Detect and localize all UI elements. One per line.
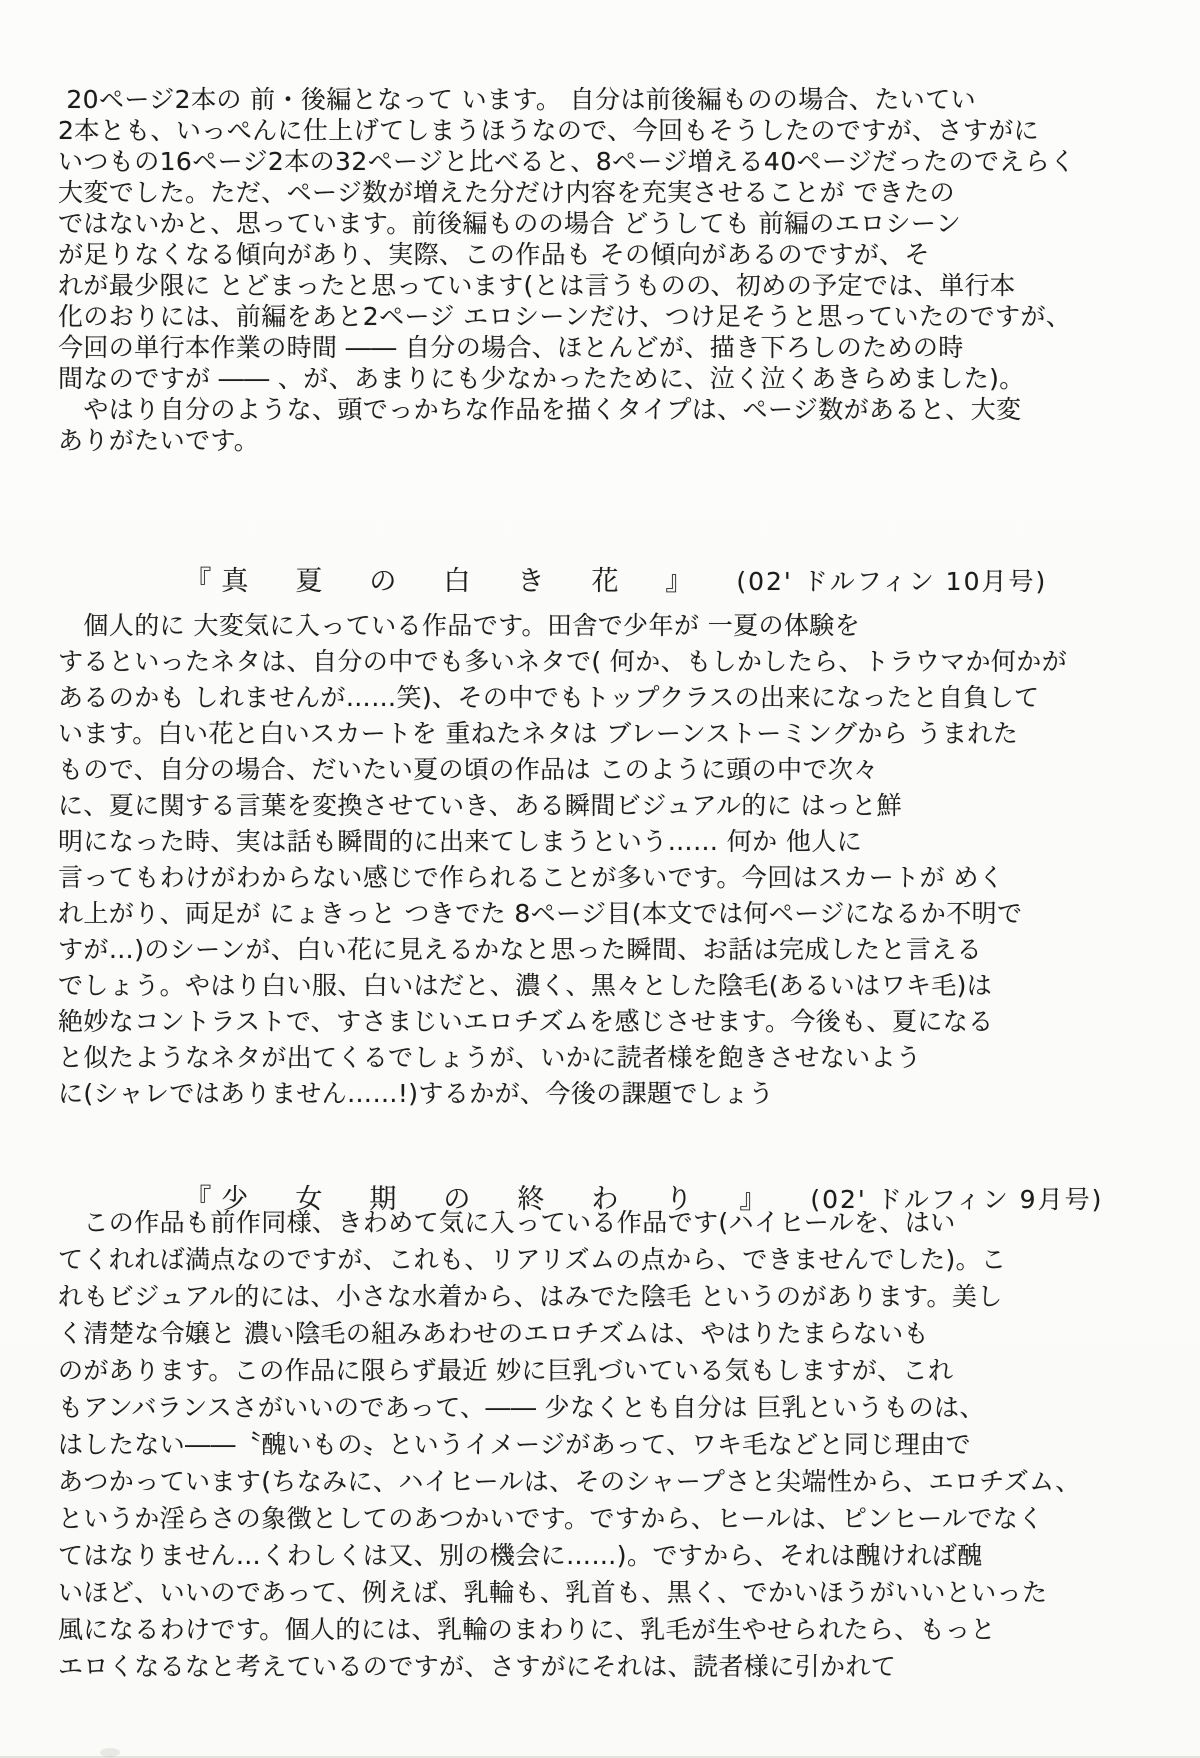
text-line: てはなりません…くわしくは又、別の機会に……)。ですから、それは醜ければ醜 [58, 1541, 983, 1570]
text-line: れ上がり、両足が にょきっと つきでた 8ページ目(本文では何ページになるか不明で [58, 899, 1023, 928]
text-line: 大変でした。ただ、ページ数が増えた分だけ内容を充実させることが できたの [58, 178, 955, 207]
text-line: いつもの16ページ2本の32ページと比べると、8ページ増える40ページだったのでえらく [58, 147, 1076, 176]
text-line: もアンバランスさがいいのであって、―― 少なくとも自分は 巨乳というものは、 [58, 1393, 985, 1422]
text-line: ありがたいです。 [58, 426, 260, 455]
text-line: あつかっています(ちなみに、ハイヒールは、そのシャープさと尖端性から、エロチズム、 [58, 1467, 1081, 1496]
text-line: く清楚な令嬢と 濃い陰毛の組みあわせのエロチズムは、やはりたまらないも [58, 1319, 929, 1348]
text-line: 今回の単行本作業の時間 ―― 自分の場合、ほとんどが、描き下ろしのための時 [58, 333, 964, 362]
text-line: と似たようなネタが出てくるでしょうが、いかに読者様を飽きさせないよう [58, 1043, 922, 1072]
section-title-note: (02' ドルフィン 9月号) [810, 1185, 1104, 1214]
text-line: 風になるわけです。個人的には、乳輪のまわりに、乳毛が生やせられたら、もっと [58, 1615, 996, 1644]
text-line: 化のおりには、前編をあと2ページ エロシーンだけ、つけ足そうと思っていたのですが、 [58, 302, 1072, 331]
text-line: 個人的に 大変気に入っている作品です。田舎で少年が 一夏の体験を [58, 611, 861, 640]
text-line: この作品も前作同様、きわめて気に入っている作品です(ハイヒールを、はい [58, 1208, 956, 1237]
intro-paragraph [58, 84, 1156, 456]
section-title-text: 『少 女 期 の 終 わ り 』 [184, 1184, 777, 1215]
text-line: てくれれば満点なのですが、これも、リアリズムの点から、できませんでした)。こ [58, 1245, 1007, 1274]
text-line: やはり自分のような、頭でっかちな作品を描くタイプは、ページ数があると、大変 [58, 395, 1022, 424]
text-line: もので、自分の場合、だいたい夏の頃の作品は このように頭の中で次々 [58, 755, 879, 784]
text-line: でしょう。やはり白い服、白いはだと、濃く、黒々とした陰毛(あるいはワキ毛)は [58, 971, 993, 1000]
section-title-text: 『真 夏 の 白 き 花 』 [184, 566, 703, 597]
text-line: 2本とも、いっぺんに仕上げてしまうほうなので、今回もそうしたのですが、さすがに [58, 116, 1040, 145]
text-line: れが最少限に とどまったと思っています(とは言うものの、初めの予定では、単行本 [58, 271, 1016, 300]
text-line: れもビジュアル的には、小さな水着から、はみでた陰毛 というのがあります。美し [58, 1282, 1003, 1311]
text-line: 20ページ2本の 前・後編となって います。 自分は前後編ものの場合、たいてい [58, 85, 977, 114]
text-line: するといったネタは、自分の中でも多いネタで( 何か、もしかしたら、トラウマか何かが [58, 647, 1068, 676]
text-line: います。白い花と白いスカートを 重ねたネタは ブレーンストーミングから うまれた [58, 719, 1019, 748]
section-manatsu-paragraph [58, 608, 1156, 1112]
text-line: 明になった時、実は話も瞬間的に出来てしまうという…… 何か 他人に [58, 827, 863, 856]
text-line: ではないかと、思っています。前後編ものの場合 どうしても 前編のエロシーン [58, 209, 962, 238]
text-line: はしたない――〝醜いもの〟というイメージがあって、ワキ毛などと同じ理由で [58, 1430, 971, 1459]
text-line: エロくなるなと考えているのですが、さすがにそれは、読者様に引かれて [58, 1652, 897, 1681]
text-line: が足りなくなる傾向があり、実際、この作品も その傾向があるのですが、そ [58, 240, 930, 269]
section-shoujoki-paragraph [58, 1204, 1156, 1685]
section-title-note: (02' ドルフィン 10月号) [736, 567, 1048, 596]
text-line: 間なのですが ―― 、が、あまりにも少なかったために、泣く泣くあきらめました)。 [58, 364, 1025, 393]
text-line: に(シャレではありません……!)するかが、今後の課題でしょう [58, 1079, 775, 1108]
text-line: あるのかも しれませんが……笑)、その中でもトップクラスの出来になったと自負して [58, 683, 1040, 712]
text-line: いほど、いいのであって、例えば、乳輪も、乳首も、黒く、でかいほうがいいといった [58, 1578, 1048, 1607]
text-line: のがあります。この作品に限らず最近 妙に巨乳づいている気もしますが、これ [58, 1356, 954, 1385]
text-line: 絶妙なコントラストで、すさまじいエロチズムを感じさせます。今後も、夏になる [58, 1007, 994, 1036]
text-line: 言ってもわけがわからない感じで作られることが多いです。今回はスカートが めく [58, 863, 1005, 892]
text-line: すが…)のシーンが、白い花に見えるかなと思った瞬間、お話は完成したと言える [58, 935, 983, 964]
text-line: に、夏に関する言葉を変換させていき、ある瞬間ビジュアル的に はっと鮮 [58, 791, 903, 820]
text-line: というか淫らさの象徴としてのあつかいです。ですから、ヒールは、ピンヒールでなく [58, 1504, 1044, 1533]
